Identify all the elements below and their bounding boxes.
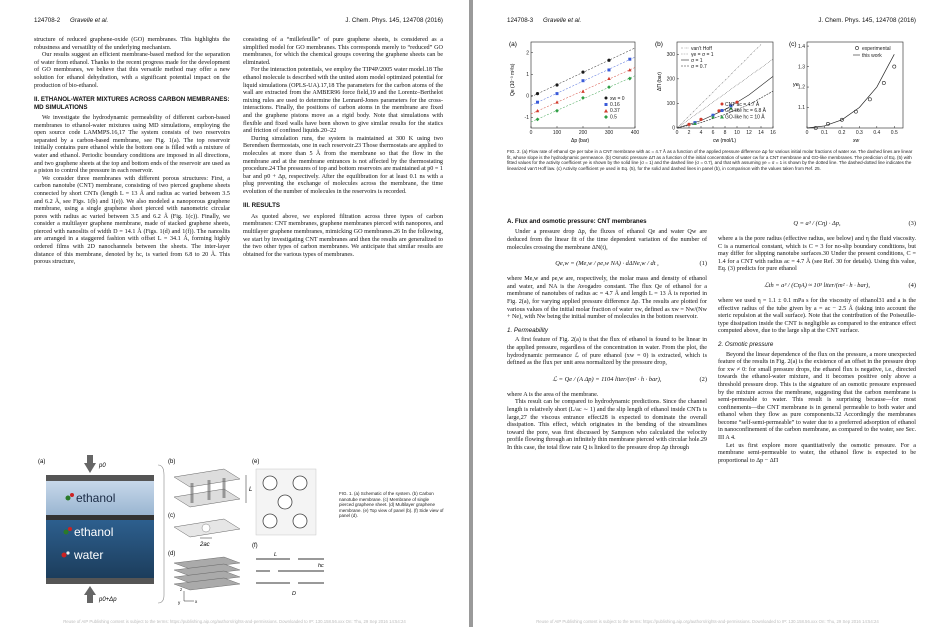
paragraph: where we used η = 1.1 ± 0.1 mPa s for the viscosity of ethanol31 and a is the effective radius of the tube given by a = ac − 2.5 Å (taking into account the steric repulsion at the wall surface). Note that the contribution of the Poiseuille-type dissipation inside the CNT is negligible as compared to the entrance effect computed above, due to the large slip at the CNT surface.: [718, 297, 916, 335]
fig2b-point: [687, 123, 690, 126]
right-journal-ref: J. Chem. Phys. 145, 124708 (2016): [818, 17, 916, 24]
fig2a-legend-1: 0.16: [610, 102, 620, 108]
paragraph: We consider three membranes with different porous structures: First, a carbon nanotube (CNT) membrane, consisting of two pierced graphene sheets connected by short CNTs (length L = 13 Å and radius ac varied between 3.5 and 6.2 Å, see Figs. 1(b) and 1(e)). We also modeled a nanoporous graphene membrane, using a single graphene sheet pierced with nanometric circular pores with radius ac varied between 3.5 and 6.2 Å (Fig. 1(c)). Finally, we consider a multilayer graphene membrane, made of stacked graphene sheets, pierced with nanoslits of width D = 14.1 Å (Figs. 1(d) and 1(f)). The nanoslits are arranged in a staggered fashion with offset L = 34.1 Å, forming highly ordered films with 2D nanochannels between the sheets. The inter-layer distance of this membrane, denoted by hc, is varied from 6.8 to 20 Å. This porous structure,: [34, 175, 230, 266]
left-page-number: 124708-2: [34, 17, 61, 24]
fig2a-xtick-label: 0: [529, 130, 533, 136]
cnt-membrane-render: [174, 469, 240, 507]
fig2b-xtick-label: 4: [699, 130, 703, 136]
left-authors: Gravelle et al.: [70, 17, 109, 24]
left-column-1: [34, 37, 230, 267]
bottom-piston: [46, 578, 154, 584]
equation-4-body: ℒth = a³ / (CηA) ≈ 10³ liter/(m² · h · bar),: [764, 281, 870, 289]
section-heading: III. RESULTS: [243, 202, 281, 210]
fig1-p0dp-label: p0+Δp: [99, 597, 117, 603]
subsection-heading: 1. Permeability: [507, 326, 548, 334]
fig2a-ytick-label: -1: [524, 114, 529, 121]
fig2-label-a: (a): [509, 41, 517, 48]
equation-4-number: (4): [908, 281, 916, 289]
subsection-heading: 2. Osmotic pressure: [718, 340, 774, 348]
fig2a-point: [607, 85, 611, 89]
top-piston: [46, 475, 154, 481]
fig2c-xlabel: xw: [853, 138, 860, 144]
paragraph: Our results suggest an efficient membrane-based method for the separation of water from ethanol. Thanks to the recent progress made for the development of GO membranes, we believe that this versatile method may offer a new solution for ethanol dehydration, with a significant potential impact on the production of bio-ethanol.: [34, 52, 230, 89]
fig2c-legend-0: experimental: [862, 46, 891, 52]
fig2b-legend-bottom-0: CNT ac = 4.7 Å: [725, 102, 760, 108]
fig2b-point: [717, 109, 720, 112]
fig2a-legend-3: 0.5: [610, 114, 617, 121]
fig2b-legend-top-2: σ = 1: [691, 58, 703, 64]
paragraph: For the interaction potentials, we employ the TIP4P/2005 water model.18 The ethanol molecule is described with the united atom model optimized potential for liquid simulations (OPLS-UA).17,18 The parameters for the carbon atoms of the wall are extracted from the AMBER96 force field,19 and the Lorentz–Berthelot mixing rules are used to determine the Lennard-Jones parameters for the cross-interactions. Finally, the positions of carbon atoms in the membrane are fixed and the graphene pistons move as a rigid body. Note that simulations with flexible and fixed walls have been shown to give similar results for the statics and friction of confined liquids.20–22: [243, 67, 443, 135]
fig2c-ytick-label: 1.4: [798, 43, 805, 50]
left-footer: Reuse of AIP Publishing content is subject to the terms: https://publishing.aip.org/authors/rights-and-permissions. Downloaded to IP: 130.158.56.xxx On: Thu, 29 Sep 2016 14:54:24: [63, 619, 406, 624]
fig2a-xtick-label: 400: [630, 130, 640, 136]
fig1-label-e: (e): [252, 459, 260, 465]
fig2a-point: [536, 118, 540, 122]
fig2a-ylabel: Qe (10⁻³ m³/s): [510, 63, 516, 96]
fig2b-xtick-label: 12: [746, 130, 752, 136]
fig2a-point: [536, 92, 539, 95]
membrane: [46, 515, 154, 520]
fig2c-xtick-label: 0.1: [820, 130, 828, 136]
fig2b-xtick-label: 2: [687, 130, 691, 136]
fig2b-legend-top: [681, 46, 714, 70]
fig2a-point: [536, 101, 539, 104]
fig2b-legend-bottom: [720, 101, 767, 121]
fig2c-xtick-label: 0: [805, 130, 809, 136]
fig2c-fit-line: [807, 54, 894, 128]
fig2c-point: [854, 110, 857, 113]
fig2b-ytick-label: 300: [666, 51, 675, 58]
figure-1-caption: FIG. 1. (a) Schematic of the system. (b) Carbon nanotube membrane. (c) Membrane of single pierced graphene sheet. (d) Multilayer graphene membrane. (e) Top view of panel (b). (f) Side view of panel (d).: [339, 491, 444, 519]
fig2a-point: [582, 79, 585, 82]
arrow-up-icon: [84, 586, 96, 603]
figure-2-graphic: [503, 36, 913, 144]
right-column-1: [507, 212, 707, 452]
fig2b-legend-bottom-2: GO-like hc = 10 Å: [725, 114, 765, 121]
fig2a-point: [581, 71, 584, 74]
fig1-ethanol-top: ethanol: [76, 491, 116, 505]
fig2a-legend: [604, 96, 625, 121]
equation-2-number: (2): [699, 375, 707, 383]
fig2a-ytick-label: 0: [526, 93, 529, 100]
fig1-L-label-f: L: [274, 552, 278, 558]
paragraph: We investigate the hydrodynamic permeability of different carbon-based membranes to ethanol-water mixtures using MD simulations, employing the open source code LAMMPS.16,17 The system consists of two reservoirs separated by a carbon-based membrane, see Fig. 1(a). The top reservoir initially contains pure ethanol while the bottom one is filled with a mixture of water and ethanol. Periodic boundary conditions are imposed in all directions, and two graphene sheets at the top and bottom ends of the reservoir are used as a piston to control the pressure in each reservoir.: [34, 114, 230, 175]
left-page: [0, 0, 469, 627]
fig2b-xtick-label: 16: [770, 130, 776, 136]
equation-1-body: Qe,w = (Me,w / ρe,w NA) · dΔNe,w / dt ,: [555, 260, 659, 268]
fig2-label-b: (b): [655, 41, 663, 48]
fig2b-xlabel: cw (mol/L): [713, 138, 737, 144]
figure-1-graphic: [34, 455, 334, 605]
fig2c-xtick-label: 0.3: [855, 130, 863, 136]
equation-3-body: Q = a³ / (Cη) · Δp,: [793, 220, 841, 227]
fig2a-legend-2: 0.37: [610, 108, 620, 114]
fig2b-ylabel: ΔΠ (bar): [657, 72, 663, 91]
equation-4: [718, 278, 916, 294]
fig1-label-c: (c): [168, 513, 175, 519]
fig2a-xtick-label: 200: [578, 130, 588, 136]
paragraph: where a is the pore radius (effective radius, see below) and η the fluid viscosity. C is a numerical constant, which is C = 3 for no-slip boundary conditions, but may differ for slipping nanotube surfaces.30 Under the present conditions, C = 1.4 for a CNT with radius ac = 4.7 Å (see Ref. 30 for details). Using this value, Eq. (3) predicts for pure ethanol: [718, 236, 916, 273]
fig2c-legend-1: this work: [862, 53, 882, 59]
fig1-p0-label: p0: [99, 463, 106, 469]
left-journal-ref: J. Chem. Phys. 145, 124708 (2016): [345, 17, 443, 24]
fig2c-point: [882, 81, 885, 84]
equation-3: [718, 216, 916, 232]
fig2b-ytick-label: 200: [666, 76, 675, 83]
fig1-label-d: (d): [168, 551, 176, 557]
right-column-2: [718, 212, 916, 465]
fig2c-xtick-label: 0.5: [890, 130, 898, 136]
right-footer: Reuse of AIP Publishing content is subject to the terms: https://publishing.aip.org/authors/rights-and-permissions. Downloaded to IP: 130.158.56.xxx On: Thu, 29 Sep 2016 14:54:24: [536, 619, 879, 624]
right-authors: Gravelle et al.: [543, 17, 582, 24]
figure-2-caption: FIG. 2. (a) Flow rate of ethanol Qe per tube in a CNT membrane with ac = 4.7 Å as a function of the applied pressure difference Δp for various initial molar fractions of water xw. The dashed lines are linear fit, whose slope is the hydrodynamic permeance. (b) Osmotic pressure ΔΠ as a function of the initial concentration of water cw for a CNT membrane and GO-like membranes. The prediction of Eq. (5) with fitted values for the activity coefficient γe is shown by the solid line (σ = 1) and the dashed line (σ = 0.7), and that with assuming γe = σ = 1 is shown by the dotted line. The dashed-dotted line indicates the linearized van't Hoff law. (c) Activity coefficient γe used in Eq. (5), for the solid and dashed lines in panel (b), in comparison with the values taken from Ref. 25.: [507, 149, 913, 171]
fig2a-ytick-label: 1: [526, 71, 529, 78]
multilayer-render: [174, 557, 240, 590]
fig2a-point: [555, 83, 558, 86]
fig2b-xtick-label: 14: [758, 130, 764, 136]
fig2b-xtick-label: 8: [723, 130, 727, 136]
paragraph: Under a pressure drop Δp, the fluxes of ethanol Qe and water Qw are deduced from the linear fit of the time dependent variation of the number of molecules crossing the membrane ΔN(t),: [507, 229, 707, 251]
fig2c-legend: [853, 46, 891, 59]
fig1-ethanol-mid: ethanol: [74, 525, 114, 539]
fig2b-legend-top-3: σ = 0.7: [691, 64, 707, 70]
fig2a-xtick-label: 300: [604, 130, 614, 136]
equation-2: [507, 372, 707, 388]
fig2c-ylabel: γe: [793, 82, 799, 88]
fig1-2ac-label: 2ac: [200, 542, 210, 548]
fig2a-point: [556, 92, 559, 95]
multilayer-side-view: [256, 559, 324, 583]
fig1-axis-z: z: [180, 587, 183, 592]
paragraph: Beyond the linear dependence of the flux on the pressure, a more unexpected feature of the results in Fig. 2(a) is the existence of an offset in the pressure drop for xw ≠ 0: for small pressure drops, the ethanol flux is negative, i.e., directed towards the ethanol-water mixture, and it becomes positive only above a threshold pressure drop. This is the signature of an osmotic pressure expressed by the mixture across the membrane, suggesting that the carbon membrane is semi-permeable to water. This result is surprising because—for most confinements—the CNT membrane is in general permeable to both water and ethanol when they flow as pure components.32 Accordingly the membranes become “self-semi-permeable” to water due to a preferred adsorption of ethanol in nanoconfinement of the carbon membrane, as compared to the water, see Sec. III A 4.: [718, 351, 916, 442]
fig2b-xtick-label: 10: [734, 130, 740, 136]
fig2a-xtick-label: 100: [552, 130, 562, 136]
paragraph: structure of reduced graphene-oxide (GO) membranes. This highlights the robustness and versatility of the underlying mechanism.: [34, 37, 230, 51]
paragraph: This result can be compared to hydrodynamic predictions. Since the channel length is relatively short (L/ac ∼ 1) and the slip length of ethanol inside CNTs is large,27 the viscous entrance effect28 is expected to dominate the overall dissipation. This effect, which originates in the bending of the streamlines toward the pore, was first discussed by Sampson who calculated the velocity profile flowing through an infinitely thin membrane pierced with circular hole.29 In this case, the total flow rate Q is linked to the pressure drop Δp through: [507, 399, 707, 451]
fig2a-point: [555, 109, 559, 113]
equation-1-number: (1): [699, 260, 707, 268]
fig2a-ytick-label: 2: [526, 50, 529, 57]
cnt-top-view: [256, 469, 316, 535]
equation-2-body: ℒ = Qe / (A Δp) = 1104 liter/(m² · h · bar),: [552, 375, 662, 383]
paragraph: where A is the area of the membrane.: [507, 391, 599, 398]
fig1-label-a: (a): [38, 459, 46, 465]
fig2b-legend-top-0: van't Hoff: [691, 46, 712, 52]
paragraph: A first feature of Fig. 2(a) is that the flux of ethanol is found to be linear in the applied pressure, regardless of the concentration in water. From the plot, the hydrodynamic permeance ℒ of pure ethanol (xw = 0) is extracted, which is defined as the flux per unit area normalized by the pressure drop,: [507, 337, 707, 367]
fig2a-point: [608, 68, 611, 71]
fig2b-ytick-label: 0: [672, 125, 675, 132]
paragraph: consisting of a “millefeuille” of pure graphene sheets, is considered as a simplified model for GO membranes. This corresponds merely to “reduced” GO membranes, for which the chemical groups covering the graphene sheets can be eliminated.: [243, 37, 443, 66]
fig2-label-c: (c): [789, 41, 797, 48]
fig2c-ytick-label: 1.3: [798, 64, 805, 71]
left-column-2: [243, 37, 443, 259]
fig2a-legend-0: xw = 0: [610, 96, 625, 102]
left-running-header: [34, 17, 443, 27]
equation-1: [507, 256, 707, 272]
fig2a-point: [581, 90, 585, 93]
fig2b-legend-top-1: γe = σ = 1: [691, 52, 714, 58]
fig2a-point: [628, 68, 632, 71]
fig1-axis-x: x: [195, 599, 198, 604]
figure-1: [34, 455, 444, 605]
fig2a-point: [607, 59, 610, 62]
fig1-L-label: L: [249, 487, 253, 493]
fig2c-xtick-label: 0.2: [838, 130, 846, 136]
paragraph: where Me,w and ρe,w are, respectively, the molar mass and density of ethanol and water, and NA is the Avogadro constant. The flux Qe of ethanol for a membrane of nanotubes of radius ac = 4.7 Å and length L = 13 Å is reported in Fig. 2(a), for varying applied pressure difference Δp. The results are plotted for various values of the initial molar fraction of water xw, defined as xw = Nw/(Nw + Ne), with Nw being the initial number of molecules in the bottom reservoir.: [507, 276, 707, 321]
fig2b-legend-bottom-1: GO-like hc = 6.8 Å: [725, 108, 766, 114]
paragraph: During simulation runs, the system is maintained at 300 K using two Berendsen thermostats, one in each reservoir.23 Those thermostats are applied to molecules at more than 5 Å from the membrane so that the flow in the membrane and at the membrane entrances is not affected by the thermostating procedure.24 The pressures of top and bottom reservoirs are maintained at p0 = 1 bar and p0 + Δp, respectively. After the equilibration for at least 0.1 ns with a plug preventing the exchange of molecules across the membrane, the time evolution of the number of molecules in the reservoirs is recorded.: [243, 135, 443, 195]
paragraph: Let us first explore more quantitatively the osmotic pressure. For a membrane semi-permeable to water, the ethanol flow is expected to be proportional to Δp − ΔΠ: [718, 442, 916, 464]
arrow-down-icon: [84, 455, 96, 473]
fig1-label-b: (b): [168, 459, 176, 465]
paragraph: As quoted above, we explored filtration across three types of carbon membranes: CNT membranes, graphene membranes pierced with nanopores, and multilayer graphene membranes, mimicking GO membranes.26 In the following, we start by investigating CNT membranes and then the results are generalized to the two other types of carbon membranes. We anticipate that similar results are obtained for the various types of membranes.: [243, 213, 443, 258]
fig1-axis-y: y: [178, 600, 181, 605]
fig2a-xlabel: Δp (bar): [571, 138, 590, 144]
fig2a-point: [581, 96, 585, 100]
fig2b-point: [699, 118, 702, 121]
fig2c-point: [868, 98, 871, 101]
fig2c-ytick-label: 1.2: [798, 84, 805, 91]
fig2b-xtick-label: 6: [711, 130, 715, 136]
section-heading: A. Flux and osmotic pressure: CNT membranes: [507, 218, 647, 225]
fig2c-ytick-label: 1.1: [798, 105, 805, 112]
fig2c-point: [893, 65, 896, 68]
fig2b-ytick-label: 100: [666, 101, 675, 108]
fig2b-xtick-label: 0: [675, 130, 679, 136]
fig2c-xtick-label: 0.4: [873, 130, 881, 136]
fig1-water: water: [74, 548, 104, 562]
right-page: [473, 0, 942, 627]
fig1-D-label: D: [292, 591, 296, 597]
section-heading: II. ETHANOL-WATER MIXTURES ACROSS CARBON MEMBRANES: MD SIMULATIONS: [34, 96, 230, 111]
equation-3-number: (3): [908, 220, 916, 227]
right-page-number: 124708-3: [507, 17, 534, 24]
fig1-label-f: (f): [252, 543, 258, 549]
fig1-hc-label: hc: [318, 563, 324, 569]
fig2a-frame: [531, 42, 635, 128]
fig2a-point: [607, 77, 611, 80]
fig2a-point: [628, 58, 631, 61]
right-running-header: [507, 17, 916, 27]
